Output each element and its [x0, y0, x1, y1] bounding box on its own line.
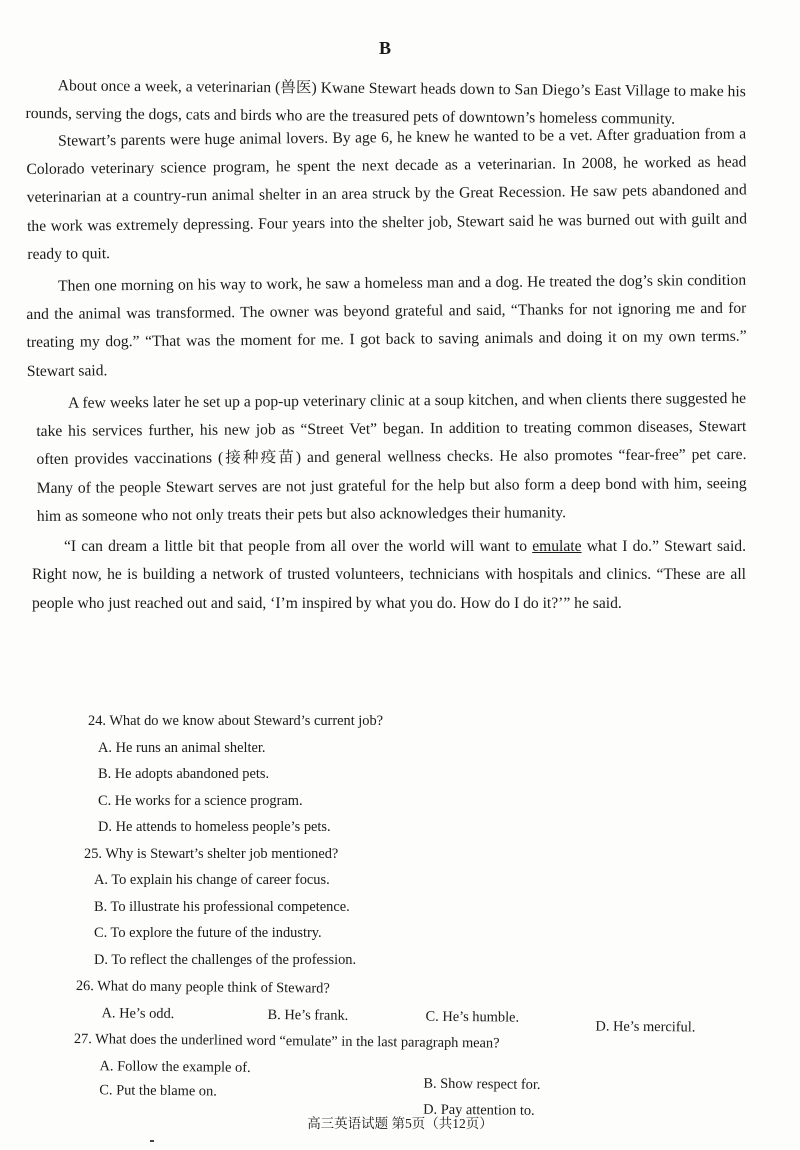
question-stem: 26. What do many people think of Steward?: [75, 977, 330, 997]
option-b: B. Show respect for.: [423, 1074, 541, 1092]
option-b: B. To illustrate his professional competence.: [94, 898, 350, 915]
underlined-word: emulate: [532, 538, 582, 556]
question-25: [84, 841, 728, 974]
paragraph-5-end: what I do.” Stewart said. Right now, he is building a network of trusted volunteers, technicians with hospitals and clinics. “These are all people who just reached out and said, ‘I’m inspired by what you do. How do I do it?’” he said.: [32, 538, 746, 612]
option-a: A. He’s odd.: [101, 1004, 175, 1022]
option-a: A. To explain his change of career focus.: [94, 872, 330, 888]
page-footer: 高三英语试题 第5页（共12页）: [307, 1116, 493, 1131]
question-stem: 25. Why is Stewart’s shelter job mentioned?: [84, 845, 339, 862]
scan-speck: [150, 1140, 154, 1142]
paragraph-1: About once a week, a veterinarian (兽医) Kwane Stewart heads down to San Diego’s East Village to make his rounds, serving the dogs, cats and birds who are the treasured pets of downtown’s homeless community.: [25, 77, 746, 128]
question-27: [73, 1026, 728, 1118]
paragraph-2: Stewart’s parents were huge animal lovers. By age 6, he knew he wanted to be a vet. After graduation from a Colorado veterinary science program, he spent the next decade as a veterinarian. In 2008, he worked as head veterinarian at a country-run animal shelter in an area struck by the Great Recession. He saw pets abandoned and the work was extremely depressing. Four years into the shelter job, Stewart said he was burned out with guilt and ready to quit.: [26, 125, 748, 264]
option-c: C. To explore the future of the industry.: [94, 925, 322, 941]
reading-passage: [26, 66, 746, 618]
option-d: D. He’s merciful.: [595, 1017, 696, 1035]
paragraph-5: [26, 533, 746, 618]
option-a: A. He runs an animal shelter.: [98, 739, 266, 756]
questions-block: [73, 708, 728, 1118]
option-a: A. Follow the example of.: [99, 1057, 251, 1075]
section-title: B: [378, 38, 391, 58]
question-stem: 27. What does the underlined word “emulate” in the last paragraph mean?: [73, 1030, 500, 1051]
option-d: D. He attends to homeless people’s pets.: [98, 819, 331, 835]
option-b: B. He’s frank.: [267, 1006, 349, 1024]
question-stem: 24. What do we know about Steward’s current job?: [88, 713, 384, 729]
option-c: C. He works for a science program.: [98, 792, 303, 809]
paragraph-4: A few weeks later he set up a pop-up veterinary clinic at a soup kitchen, and when clients there suggested he take his services further, his new job as “Street Vet” began. In addition to treating common diseases, Stewart often provides vaccinations (接种疫苗) and general wellness checks. He also promotes “fear-free” pet care. Many of the people Stewart serves are not just grateful for the help but also form a deep bond with him, seeing him as someone who not only treats their pets but also acknowledges their humanity.: [36, 390, 747, 525]
paragraph-5-start: “I can dream a little bit that people from all over the world will want to: [64, 538, 533, 556]
option-b: B. He adopts abandoned pets.: [98, 766, 270, 782]
option-d: D. To reflect the challenges of the profession.: [94, 951, 357, 968]
paragraph-3: Then one morning on his way to work, he saw a homeless man and a dog. He treated the dog’s skin condition and the animal was transformed. The owner was beyond grateful and said, “Thanks for not ignoring me and for treating my dog.” “That was the moment for me. I got back to saving animals and doing it on my own terms.” Stewart said.: [26, 272, 747, 381]
option-c: C. Put the blame on.: [99, 1081, 217, 1099]
option-c: C. He’s humble.: [425, 1008, 520, 1026]
question-26: [75, 973, 728, 1035]
question-24: [88, 708, 728, 841]
option-d: D. Pay attention to.: [423, 1100, 535, 1118]
